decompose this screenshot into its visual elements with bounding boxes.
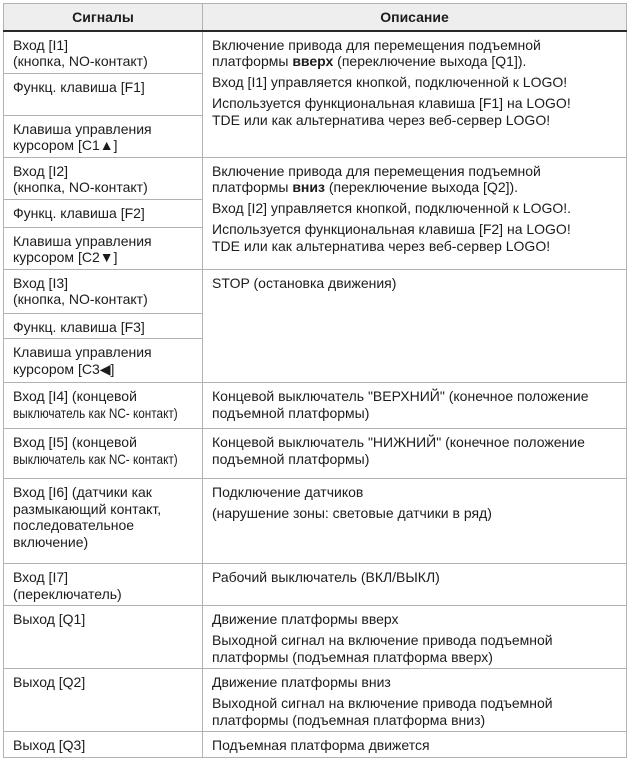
signal-cell-q2: Выход [Q2] bbox=[4, 669, 203, 732]
signal-cell-c3: Клавиша управления курсором [C3◀] bbox=[4, 339, 203, 383]
signal-cell-i4 bbox=[4, 383, 203, 429]
signal-cell-i2 bbox=[4, 157, 203, 199]
description-paragraph: Вход [I2] управляется кнопкой, подключенной к LOGO!. bbox=[212, 200, 572, 216]
description-cell-q2 bbox=[203, 669, 627, 732]
header-description: Описание bbox=[203, 4, 627, 31]
header-row bbox=[4, 4, 627, 31]
table-row bbox=[4, 564, 627, 606]
description-paragraph: Рабочий выключатель (ВКЛ/ВЫКЛ) bbox=[212, 569, 440, 585]
signal-line: (кнопка, NO-контакт) bbox=[13, 53, 148, 69]
table-row bbox=[4, 732, 627, 758]
description-cell-i6 bbox=[203, 479, 627, 564]
description-paragraph bbox=[212, 221, 618, 254]
signal-line: Вход [I4] (концевой bbox=[13, 388, 137, 404]
description-cell-i2 bbox=[203, 157, 627, 269]
description-cell-i3 bbox=[203, 269, 627, 383]
signal-cell-q1: Выход [Q1] bbox=[4, 606, 203, 669]
description-paragraph: Движение платформы вниз bbox=[212, 674, 391, 690]
description-paragraph: Движение платформы вверх bbox=[212, 611, 399, 627]
description-paragraph: Выходной сигнал на включение привода подъемной платформы (подъемная платформа вниз) bbox=[212, 695, 553, 728]
table-row bbox=[4, 429, 627, 479]
text-run: Включение привода для перемещения подъемной платформы bbox=[212, 36, 541, 69]
signal-line: Вход [I2] bbox=[13, 162, 69, 179]
text-run-bold: вверх bbox=[292, 53, 334, 69]
table-row bbox=[4, 606, 627, 669]
description-paragraph bbox=[212, 163, 618, 196]
signal-cell-i3 bbox=[4, 269, 203, 313]
table-row bbox=[4, 669, 627, 732]
signal-line: (переключатель) bbox=[13, 585, 122, 602]
table-row bbox=[4, 157, 627, 199]
description-paragraph: Выходной сигнал на включение привода подъемной платформы (подъемная платформа вверх) bbox=[212, 632, 553, 665]
description-paragraph: Подъемная платформа движется bbox=[212, 737, 430, 753]
description-paragraph: (нарушение зоны: световые датчики в ряд) bbox=[212, 505, 492, 521]
description-cell-i4 bbox=[203, 383, 627, 429]
table-row bbox=[4, 31, 627, 74]
description-cell-q1 bbox=[203, 606, 627, 669]
signal-cell-i6: Вход [I6] (датчики как размыкающий контакт, последовательное включение) bbox=[4, 479, 203, 564]
description-paragraph: Концевой выключатель "ВЕРХНИЙ" (конечное положение подъемной платформы) bbox=[212, 388, 589, 421]
signal-cell-c1: Клавиша управления курсором [C1▲] bbox=[4, 115, 203, 157]
signal-cell-c2: Клавиша управления курсором [C2▼] bbox=[4, 227, 203, 269]
text-run: (переключение выхода [Q2]). bbox=[324, 179, 519, 195]
signal-cell-i1 bbox=[4, 31, 203, 74]
text-run: TDE или как альтернатива через веб-сервер LOGO! bbox=[212, 237, 551, 254]
text-run: (переключение выхода [Q1]). bbox=[333, 53, 527, 69]
text-run: Используется функциональная клавиша [F1] на LOGO! bbox=[212, 95, 571, 111]
signal-cell-i5 bbox=[4, 429, 203, 479]
signal-cell-f3: Функц. клавиша [F3] bbox=[4, 313, 203, 339]
text-run: TDE или как альтернатива через веб-сервер LOGO! bbox=[212, 111, 551, 128]
table-row bbox=[4, 269, 627, 313]
signal-line: Вход [I5] (концевой bbox=[13, 434, 137, 450]
description-paragraph: Концевой выключатель "НИЖНИЙ" (конечное положение подъемной платформы) bbox=[212, 434, 585, 467]
description-paragraph: Подключение датчиков bbox=[212, 484, 364, 500]
signals-table bbox=[3, 3, 627, 758]
header-signals: Сигналы bbox=[4, 4, 203, 31]
signal-line: Вход [I3] bbox=[13, 274, 69, 291]
description-cell-q3 bbox=[203, 732, 627, 758]
description-paragraph bbox=[212, 95, 618, 128]
text-run-bold: вниз bbox=[292, 179, 325, 195]
description-cell-i7 bbox=[203, 564, 627, 606]
signal-line bbox=[13, 405, 196, 422]
text-run-condensed: выключатель как NC- контакт) bbox=[13, 404, 178, 421]
signal-line: (кнопка, NO-контакт) bbox=[13, 179, 148, 195]
description-cell-i5 bbox=[203, 429, 627, 479]
table-row bbox=[4, 479, 627, 564]
signal-cell-i7 bbox=[4, 564, 203, 606]
text-run: Используется функциональная клавиша [F2] на LOGO! bbox=[212, 221, 571, 237]
description-paragraph: Вход [I1] управляется кнопкой, подключенной к LOGO! bbox=[212, 74, 568, 90]
text-run: Включение привода для перемещения подъемной платформы bbox=[212, 162, 541, 195]
description-paragraph: STOP (остановка движения) bbox=[212, 274, 397, 291]
text-run-condensed: выключатель как NC- контакт) bbox=[13, 450, 178, 467]
description-cell-i1 bbox=[203, 31, 627, 158]
description-paragraph bbox=[212, 37, 618, 70]
signal-line: Вход [I1] bbox=[13, 36, 69, 53]
signal-cell-f2: Функц. клавиша [F2] bbox=[4, 199, 203, 227]
signal-cell-q3: Выход [Q3] bbox=[4, 732, 203, 758]
signal-line: (кнопка, NO-контакт) bbox=[13, 291, 148, 307]
signal-line: Вход [I7] bbox=[13, 569, 69, 585]
signal-cell-f1: Функц. клавиша [F1] bbox=[4, 73, 203, 115]
signal-line bbox=[13, 451, 196, 468]
table-row bbox=[4, 383, 627, 429]
